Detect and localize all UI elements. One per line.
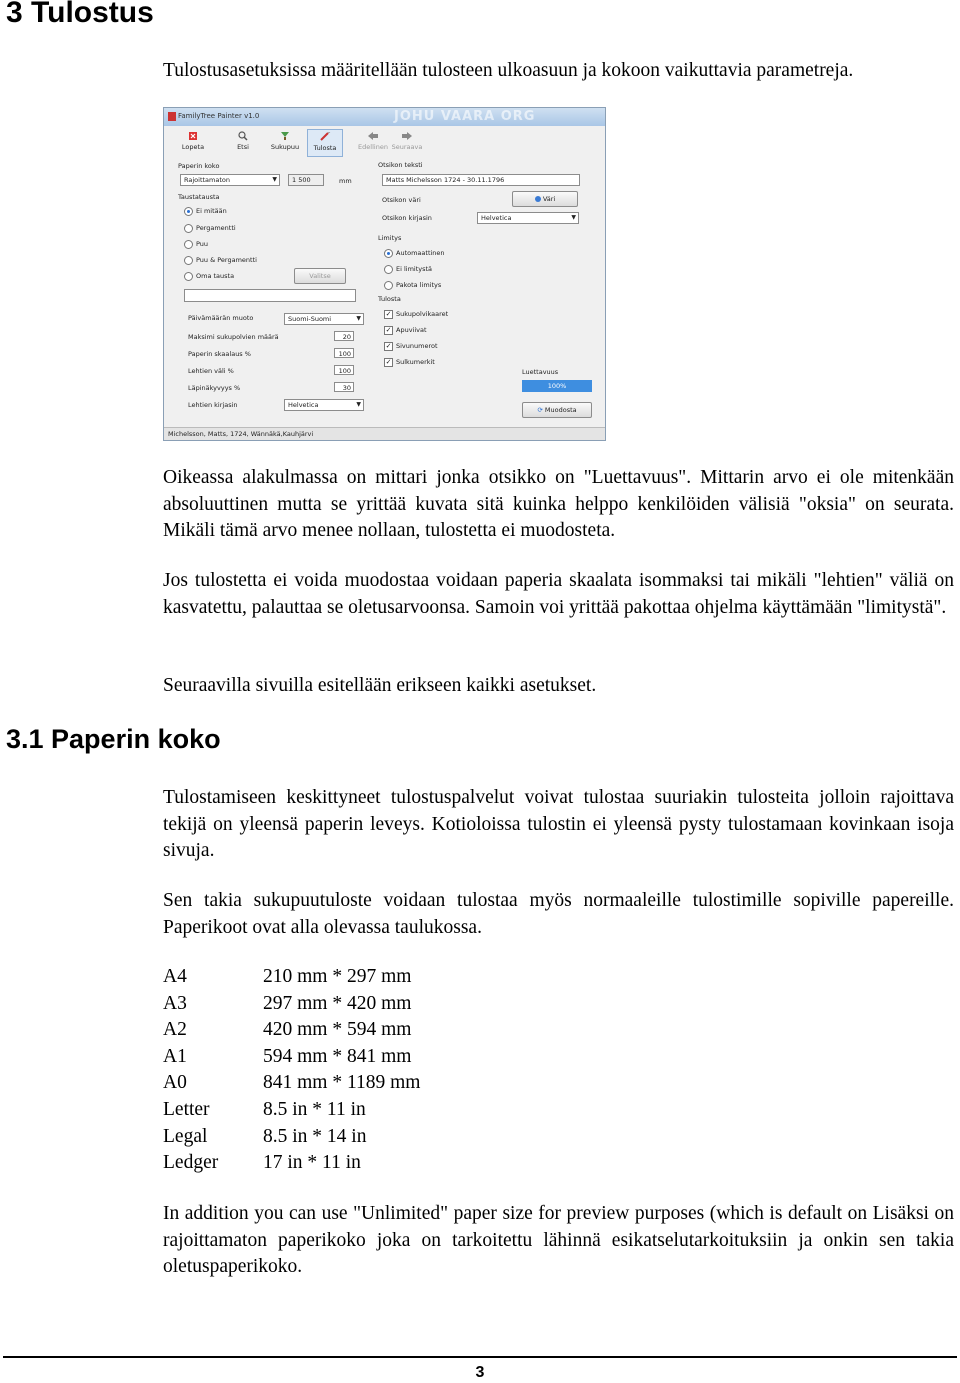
print-option-label: Apuviivat [396,326,427,334]
palette-icon [535,196,541,202]
print-options-label: Tulosta [378,295,401,303]
toolbar-forward-button[interactable] [390,129,424,155]
intro-paragraph: Tulostusasetuksissa määritellään tulosteen ulkoasuun ja kokoon vaikuttavia parametreja. [163,60,854,81]
chevron-down-icon: ▼ [356,401,361,408]
readability-label: Luettavuus [522,368,559,376]
unit-label: mm [339,177,352,185]
tree-icon [279,131,291,141]
section-heading: 3.1 Paperin koko [6,724,221,754]
paragraph-readability: Oikeassa alakulmassa on mittari jonka otsikko on "Luettavuus". Mittarin arvo ei ole mitenkään absoluuttinen mutta se yrittää kuvata sitä kuinka helppo kenkilöiden välisiä "oksia" on seurata. Mikäli tämä arvo menee nollaan, tulostetta ei muodosteta. [163,467,954,541]
paper-width-value: 1 500 [292,176,311,184]
paper-name: A0 [163,1072,187,1094]
paper-dimensions: 297 mm * 420 mm [263,992,412,1014]
print-checkbox-brackets[interactable]: ✓ [385,358,392,366]
readability-meter [522,380,592,392]
print-option-label: Sukupolvikaaret [396,310,449,318]
title-font-value: Helvetica [481,214,512,222]
background-option-label: Ei mitään [196,207,227,215]
paper-dimensions: 841 mm * 1189 mm [263,1072,421,1094]
date-format-value: Suomi-Suomi [288,315,332,323]
print-checkbox-page-numbers[interactable]: ✓ [385,342,392,350]
toolbar-forward-label: Seuraava [391,143,423,151]
chevron-down-icon: ▼ [356,315,361,322]
title-text-label: Otsikon teksti [378,161,423,169]
paper-scale-input[interactable]: 100 [334,348,354,358]
title-text-input[interactable] [382,174,580,186]
toolbar-exit-label: Lopeta [181,143,205,151]
toolbar-back-button[interactable] [356,129,390,155]
paper-name: Letter [163,1098,210,1120]
background-option-label: Puu & Pergamentti [196,256,257,264]
toolbar-print-button[interactable] [307,129,343,157]
paper-dimensions: 420 mm * 594 mm [263,1019,412,1041]
max-generations-label: Maksimi sukupolvien määrä [188,333,279,341]
back-arrow-icon [367,131,379,141]
title-text-value: Matts Michelsson 1724 - 30.11.1796 [386,176,505,184]
transparency-label: Läpinäkyvyys % [188,384,241,392]
date-format-label: Päivämäärän muoto [188,314,254,322]
paper-size-value: Rajoittamaton [184,176,230,184]
paper-size-row [163,991,420,1018]
color-button[interactable] [512,191,578,207]
page-gap-label: Lehtien väli % [188,367,234,375]
paper-name: Ledger [163,1152,219,1174]
chevron-down-icon: ▼ [571,214,576,221]
page-number: 3 [475,1364,485,1381]
page-font-value: Helvetica [288,401,319,409]
background-label: Taustatausta [178,193,220,201]
title-font-select[interactable] [477,212,579,224]
background-radio-wood-parchment[interactable] [184,256,193,265]
overlap-radio-auto[interactable] [384,249,393,258]
background-radio-parchment[interactable] [184,224,193,233]
paper-size-row [163,1097,420,1124]
paper-size-label: Paperin koko [178,162,220,170]
paper-size-row [163,1124,420,1151]
paragraph-scaling: Jos tulostetta ei voida muodostaa voidaan paperia skaalata isommaksi tai mikäli "lehtien" väliä on kasvatettu, palauttaa se oletusarvoonsa. Samoin voi yrittää pakottaa ohjelma käyttämään "limitystä". [163,570,954,618]
forward-arrow-icon [401,131,413,141]
exit-icon [187,131,199,141]
watermark: JOHU VAARA ORG [394,109,536,124]
refresh-icon: ⟳ [537,406,543,414]
paper-name: A4 [163,966,187,987]
background-radio-none[interactable] [184,207,193,216]
background-radio-wood[interactable] [184,240,193,249]
readability-value: 100% [547,382,567,390]
toolbar-back-label: Edellinen [358,143,388,151]
overlap-label: Limitys [378,234,402,242]
paper-name: Legal [163,1125,208,1147]
page-gap-input[interactable]: 100 [334,365,354,375]
paper-size-row [163,964,420,991]
background-radio-custom[interactable] [184,272,193,281]
format-button[interactable] [522,402,592,418]
paper-name: A1 [163,1045,187,1067]
paper-size-table [163,964,420,1177]
overlap-radio-force[interactable] [384,281,393,290]
background-option-label: Puu [196,240,209,248]
toolbar-tree-label: Sukupuu [270,143,300,151]
background-option-label: Oma tausta [196,272,235,280]
status-text: Michelsson, Matts, 1724, Wännäkä,Kauhjärvi [168,430,314,438]
print-checkbox-guidelines[interactable]: ✓ [385,326,392,334]
toolbar-tree-button[interactable] [268,129,302,155]
footer-divider [3,1356,957,1358]
select-background-button[interactable] [294,268,346,284]
settings-window-screenshot [163,107,606,441]
toolbar-search-button[interactable] [226,129,260,155]
background-path-input[interactable] [184,289,356,302]
toolbar-print-label: Tulosta [313,144,337,152]
paper-dimensions: 17 in * 11 in [263,1152,361,1174]
select-background-label: Valitse [309,272,331,280]
chevron-down-icon: ▼ [272,176,277,183]
paragraph-unlimited: In addition you can use "Unlimited" paper size for preview purposes (which is default on Lisäksi on rajoittamaton paperikoko joka on tarkoitettu lähinnä esikatselutarkoituksiin ja onkin sen takia oletuspaperikoko. [163,1203,954,1277]
paper-name: A2 [163,1019,187,1041]
search-icon [237,131,249,141]
max-generations-input[interactable]: 20 [334,331,354,341]
window-titlebar [164,108,605,126]
page-font-select[interactable] [284,399,364,411]
print-option-label: Sulkumerkit [396,358,435,366]
transparency-input[interactable]: 30 [334,382,354,392]
paragraph-print-services: Tulostamiseen keskittyneet tulostuspalvelut voivat tulostaa suuriakin tulosteita jolloin rajoittava tekijä on yleensä paperin leveys. Kotioloissa tulostin ei yleensä pysty tulostamaan kovinkaan isoja sivuja. [163,787,954,861]
app-icon [168,112,176,121]
overlap-option-label: Automaattinen [396,249,445,257]
paragraph-paper-sizes-intro: Sen takia sukupuutuloste voidaan tulostaa myös normaaleille tulostimille sopiville papereille. Paperikoot ovat alla olevassa taulukossa. [163,890,954,938]
status-bar [164,427,605,440]
paper-size-row [163,1070,420,1097]
paper-size-row [163,1017,420,1044]
overlap-option-label: Pakota limitys [396,281,442,289]
paper-dimensions: 8.5 in * 11 in [263,1098,366,1120]
print-icon [319,132,331,142]
overlap-radio-none[interactable] [384,265,393,274]
color-button-label: Väri [542,195,556,203]
page-font-label: Lehtien kirjasin [188,401,238,409]
overlap-option-label: Ei limitystä [396,265,433,273]
print-option-label: Sivunumerot [396,342,438,350]
background-option-label: Pergamentti [196,224,236,232]
title-font-label: Otsikon kirjasin [382,214,432,222]
paper-size-row [163,1044,420,1071]
toolbar-exit-button[interactable] [176,129,210,155]
format-button-label: Muodosta [544,406,577,414]
print-checkbox-generation-arcs[interactable]: ✓ [385,310,392,318]
page-heading: 3 Tulostus [6,0,154,29]
date-format-select[interactable] [284,313,364,325]
toolbar-search-label: Etsi [237,143,249,151]
paper-size-row [163,1150,420,1177]
paper-dimensions: 594 mm * 841 mm [263,1045,412,1067]
paper-dimensions: 8.5 in * 14 in [263,1125,367,1147]
paper-name: A3 [163,992,187,1014]
title-color-label: Otsikon väri [382,196,421,204]
paragraph-next-pages: Seuraavilla sivuilla esitellään erikseen kaikki asetukset. [163,675,597,696]
paper-dimensions: 210 mm * 297 mm [263,966,412,987]
paper-scale-label: Paperin skaalaus % [188,350,251,358]
paper-size-select[interactable] [180,174,280,186]
window-title: FamilyTree Painter v1.0 [178,112,260,120]
paper-width-input[interactable] [288,174,324,186]
